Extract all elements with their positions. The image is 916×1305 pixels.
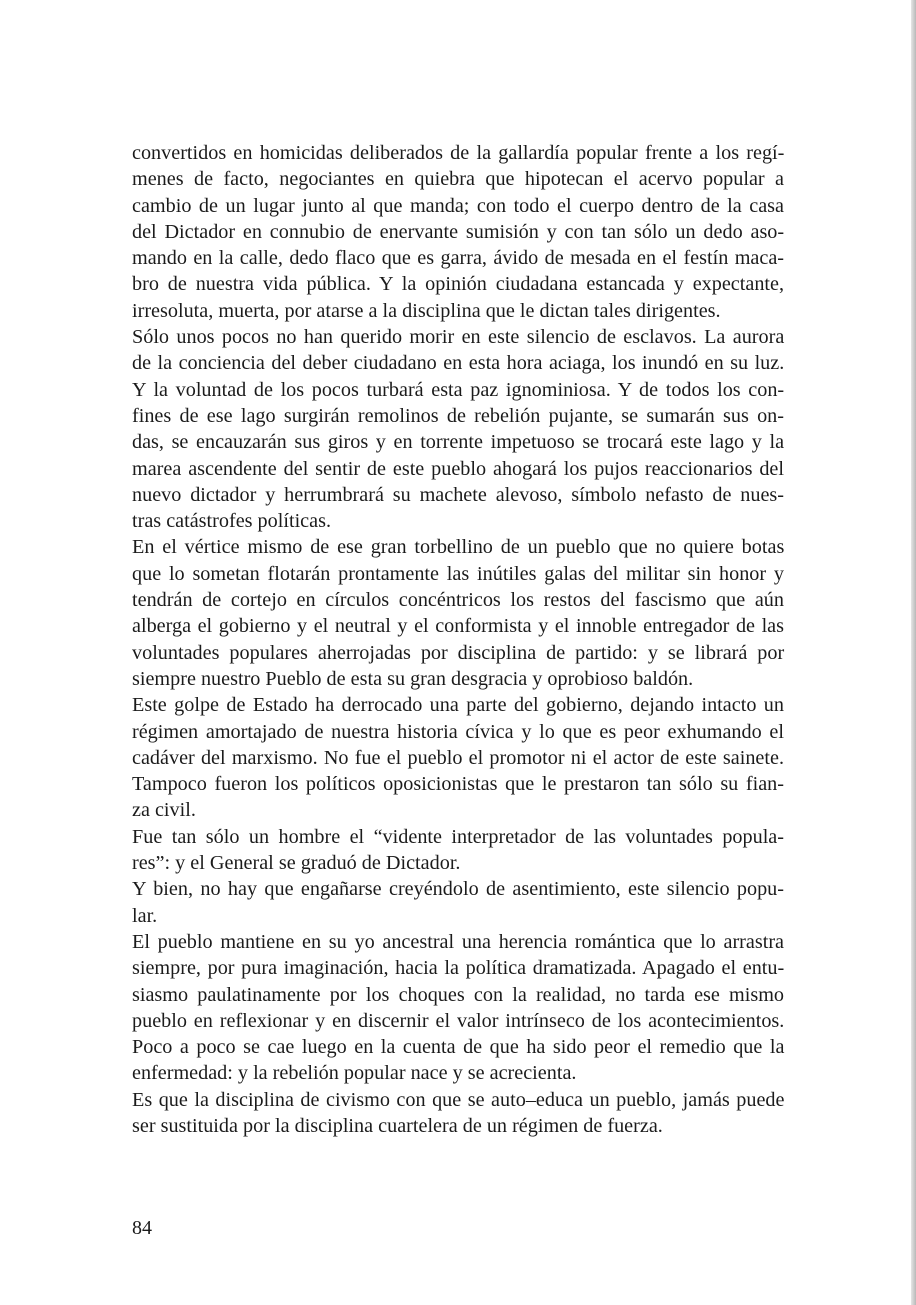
text-line: que lo sometan flotarán prontamente las inútiles galas del militar sin honor y	[132, 562, 784, 585]
text-line: Y bien, no hay que engañarse creyéndolo de asentimiento, este silencio popu-	[132, 878, 784, 901]
text-line: Este golpe de Estado ha derrocado una parte del gobierno, dejando intacto un	[132, 694, 784, 717]
text-line: convertidos en homicidas deliberados de la gallardía popular frente a los regí-	[132, 142, 785, 164]
text-line: lar.	[132, 904, 158, 927]
paragraph	[132, 1087, 784, 1140]
page-edge-shadow	[911, 0, 916, 1305]
text-line: siasmo paulatinamente por los choques con la realidad, no tarda ese mismo	[132, 983, 784, 1006]
text-line: marea ascendente del sentir de este pueblo ahogará los pujos reaccionarios del	[132, 457, 784, 480]
text-line: das, se encauzarán sus giros y en torrente impetuoso se trocará este lago y la	[132, 431, 785, 454]
text-line: cadáver del marxismo. No fue el pueblo el promotor ni el actor de este sainete.	[132, 746, 784, 769]
text-line: Tampoco fueron los políticos oposicionistas que le prestaron tan sólo su fian-	[132, 773, 784, 796]
text-line: Poco a poco se cae luego en la cuenta de que ha sido peor el remedio que la	[132, 1036, 785, 1059]
page-number: 84	[132, 1217, 152, 1239]
text-line: menes de facto, negociantes en quiebra que hipotecan el acervo popular a	[132, 168, 785, 191]
text-line: del Dictador en connubio de enervante sumisión y con tan sólo un dedo aso-	[132, 220, 785, 243]
text-line: En el vértice mismo de ese gran torbellino de un pueblo que no quiere botas	[132, 536, 785, 559]
text-line: El pueblo mantiene en su yo ancestral una herencia romántica que lo arrastra	[132, 930, 784, 953]
paragraph	[132, 824, 784, 877]
text-line: siempre, por pura imaginación, hacia la política dramatizada. Apagado el entu-	[132, 957, 785, 980]
text-line: mando en la calle, dedo flaco que es garra, ávido de mesada en el festín maca-	[132, 247, 784, 270]
body-text	[132, 140, 784, 1139]
paragraph	[132, 534, 784, 692]
text-line: Fue tan sólo un hombre el “vidente interpretador de las voluntades popula-	[132, 825, 784, 848]
text-line: nuevo dictador y herrumbrará su machete alevoso, símbolo nefasto de nues-	[132, 483, 784, 506]
text-line: Es que la disciplina de civismo con que se auto–educa un pueblo, jamás puede	[132, 1088, 785, 1111]
paragraph	[132, 692, 784, 823]
text-line: za civil.	[132, 799, 196, 822]
paragraph	[132, 876, 784, 929]
paragraph	[132, 324, 784, 534]
text-line: ser sustituida por la disciplina cuartelera de un régimen de fuerza.	[132, 1114, 663, 1137]
text-line: tendrán de cortejo en círculos concéntricos los restos del fascismo que aún	[132, 589, 784, 612]
text-line: Sólo unos pocos no han querido morir en este silencio de esclavos. La aurora	[132, 326, 785, 349]
text-line: tras catástrofes políticas.	[132, 510, 331, 533]
text-line: de la conciencia del deber ciudadano en esta hora aciaga, los inundó en su luz.	[132, 352, 785, 375]
text-line: res”: y el General se graduó de Dictador.	[132, 852, 461, 875]
paragraph	[132, 140, 784, 324]
text-line: fines de ese lago surgirán remolinos de rebelión pujante, se sumarán sus on-	[132, 404, 784, 427]
text-line: voluntades populares aherrojadas por disciplina de partido: y se librará por	[132, 641, 785, 664]
text-line: irresoluta, muerta, por atarse a la disciplina que le dictan tales dirigentes.	[132, 299, 721, 322]
text-line: pueblo en reflexionar y en discernir el valor intrínseco de los acontecimientos.	[132, 1009, 785, 1032]
text-line: bro de nuestra vida pública. Y la opinión ciudadana estancada y expectante,	[132, 273, 785, 296]
text-line: Y la voluntad de los pocos turbará esta paz ignominiosa. Y de todos los con-	[132, 378, 785, 401]
text-line: siempre nuestro Pueblo de esta su gran desgracia y oprobioso baldón.	[132, 667, 694, 690]
text-line: cambio de un lugar junto al que manda; con todo el cuerpo dentro de la casa	[132, 194, 784, 217]
text-line: alberga el gobierno y el neutral y el conformista y el innoble entregador de las	[132, 615, 784, 638]
text-line: enfermedad: y la rebelión popular nace y se acrecienta.	[132, 1062, 577, 1085]
text-line: régimen amortajado de nuestra historia cívica y lo que es peor exhumando el	[132, 720, 784, 743]
paragraph	[132, 929, 784, 1087]
